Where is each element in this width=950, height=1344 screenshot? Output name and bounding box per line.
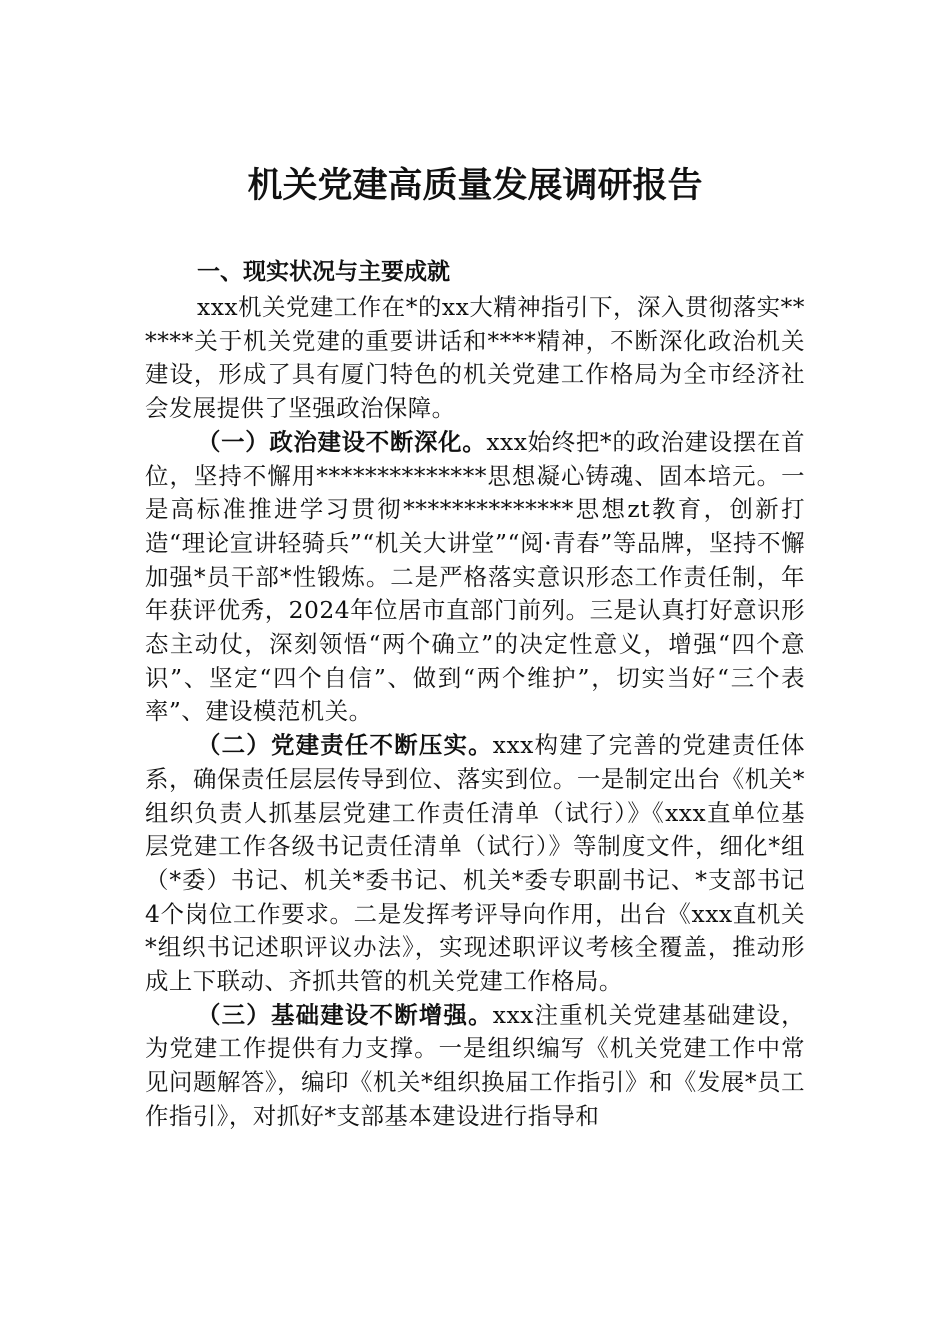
- subsection-heading-2: （二）党建责任不断压实。: [197, 731, 493, 760]
- subsection-paragraph-2: [145, 729, 805, 999]
- subsection-heading-3: （三）基础建设不断增强。: [197, 1000, 493, 1029]
- subsection-heading-1: （一）政治建设不断深化。: [197, 427, 487, 456]
- document-body: [145, 254, 805, 1134]
- subsection-body-2: xxx构建了完善的党建责任体系，确保责任层层传导到位、落实到位。一是制定出台《机关*组织负责人抓基层党建工作责任清单（试行）》《xxx直单位基层党建工作各级书记责任清单（试行）》等制度文件，细化*组（*委）书记、机关*委书记、机关*委专职副书记、*支部书记4个岗位工作要求。二是发挥考评导向作用，出台《xxx直机关*组织书记述职评议办法》，实现述职评议考核全覆盖，推动形成上下联动、齐抓共管的机关党建工作格局。: [145, 731, 806, 996]
- subsection-paragraph-1: [145, 426, 805, 729]
- subsection-body-3: xxx注重机关党建基础建设，为党建工作提供有力支撑。一是组织编写《机关党建工作中常见问题解答》，编印《机关*组织换届工作指引》和《发展*员工作指引》，对抓好*支部基本建设进行指导和: [145, 1000, 806, 1130]
- document-title: 机关党建高质量发展调研报告: [247, 165, 703, 206]
- intro-paragraph: xxx机关党建工作在*的xx大精神指引下，深入贯彻落实******关于机关党建的重要讲话和****精神，不断深化政治机关建设，形成了具有厦门特色的机关党建工作格局为全市经济社会发展提供了坚强政治保障。: [145, 293, 805, 423]
- section-heading: 一、现实状况与主要成就: [197, 259, 450, 285]
- subsection-body-1: xxx始终把*的政治建设摆在首位，坚持不懈用**************思想凝心铸魂、固本培元。一是高标准推进学习贯彻**************思想zt教育，创新打造“理论宣讲轻骑兵”“机关大讲堂”“阅·青春”等品牌，坚持不懈加强*员干部*性锻炼。二是严格落实意识形态工作责任制，年年获评优秀，2024年位居市直部门前列。三是认真打好意识形态主动仗，深刻领悟“两个确立”的决定性意义，增强“四个意识”、坚定“四个自信”、做到“两个维护”，切实当好“三个表率”、建设模范机关。: [145, 427, 805, 726]
- subsection-paragraph-3: [145, 999, 805, 1134]
